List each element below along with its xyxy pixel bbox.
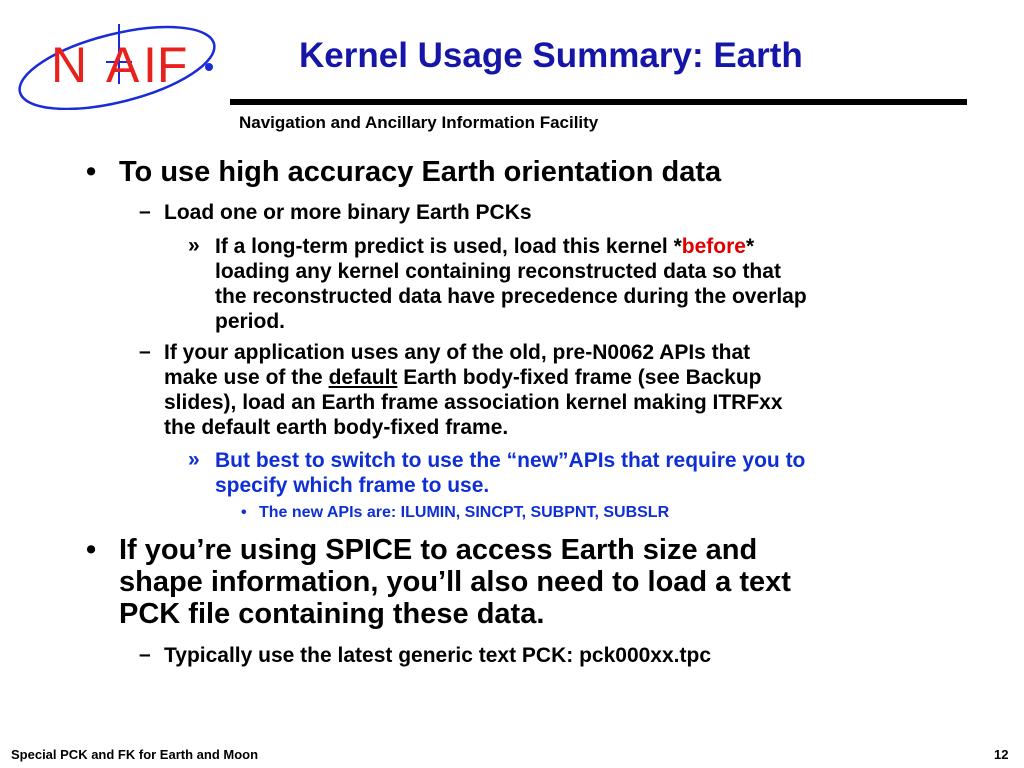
old-apis-line-2-post: Earth body-fixed frame (see Backup [397,366,762,389]
old-apis-line-1: If your application uses any of the old, pre-N0062 APIs that [164,341,751,364]
bullet-earth-orientation: To use high accuracy Earth orientation data [119,156,722,188]
predict-line-4: period. [215,310,286,333]
bullet-marker: • [86,156,97,188]
size-shape-line-2: shape information, you’ll also need to load a text [119,566,791,598]
bullet-old-apis [164,340,783,440]
predict-asterisk: * [745,235,755,258]
page-number: 12 [994,747,1009,762]
bullet-new-api-list: The new APIs are: ILUMIN, SINCPT, SUBPNT, SUBSLR [259,504,670,521]
dash-marker: – [139,200,151,223]
svg-text:A: A [106,37,140,93]
page-subtitle: Navigation and Ancillary Information Facility [239,113,599,132]
size-shape-line-3: PCK file containing these data. [119,598,545,630]
dash-marker: – [139,340,151,363]
page-title: Kernel Usage Summary: Earth [299,36,803,75]
predict-line-3: the reconstructed data have precedence during the overlap [215,285,807,308]
svg-text:N: N [51,37,88,93]
predict-text: If a long-term predict is used, load this kernel * [215,235,682,258]
footer-title: Special PCK and FK for Earth and Moon [11,747,259,762]
bullet-switch-new-apis [215,448,805,498]
old-apis-line-4: the default earth body-fixed frame. [164,416,509,439]
bullet-long-term-predict [215,234,807,334]
small-bullet-marker: • [241,504,247,521]
bullet-marker: • [86,534,97,566]
chevron-marker: » [188,448,200,471]
predict-line-2: loading any kernel containing reconstructed data so that [215,260,781,283]
new-apis-line-1: But best to switch to use the “new”APIs that require you to [215,449,806,472]
default-underlined: default [328,366,398,389]
new-apis-line-2: specify which frame to use. [215,474,490,497]
svg-text:IF: IF [143,37,188,93]
bullet-load-binary-pcks: Load one or more binary Earth PCKs [164,201,532,224]
bullet-generic-text-pck: Typically use the latest generic text PCK: pck000xx.tpc [164,644,711,667]
dash-marker: – [139,643,151,666]
bullet-earth-size-shape [119,534,791,630]
before-emphasis: before [681,235,746,258]
old-apis-line-3: slides), load an Earth frame association kernel making ITRFxx [164,391,783,414]
old-apis-line-2-pre: make use of the [164,366,329,389]
size-shape-line-1: If you’re using SPICE to access Earth size and [119,534,758,566]
chevron-marker: » [188,234,200,257]
